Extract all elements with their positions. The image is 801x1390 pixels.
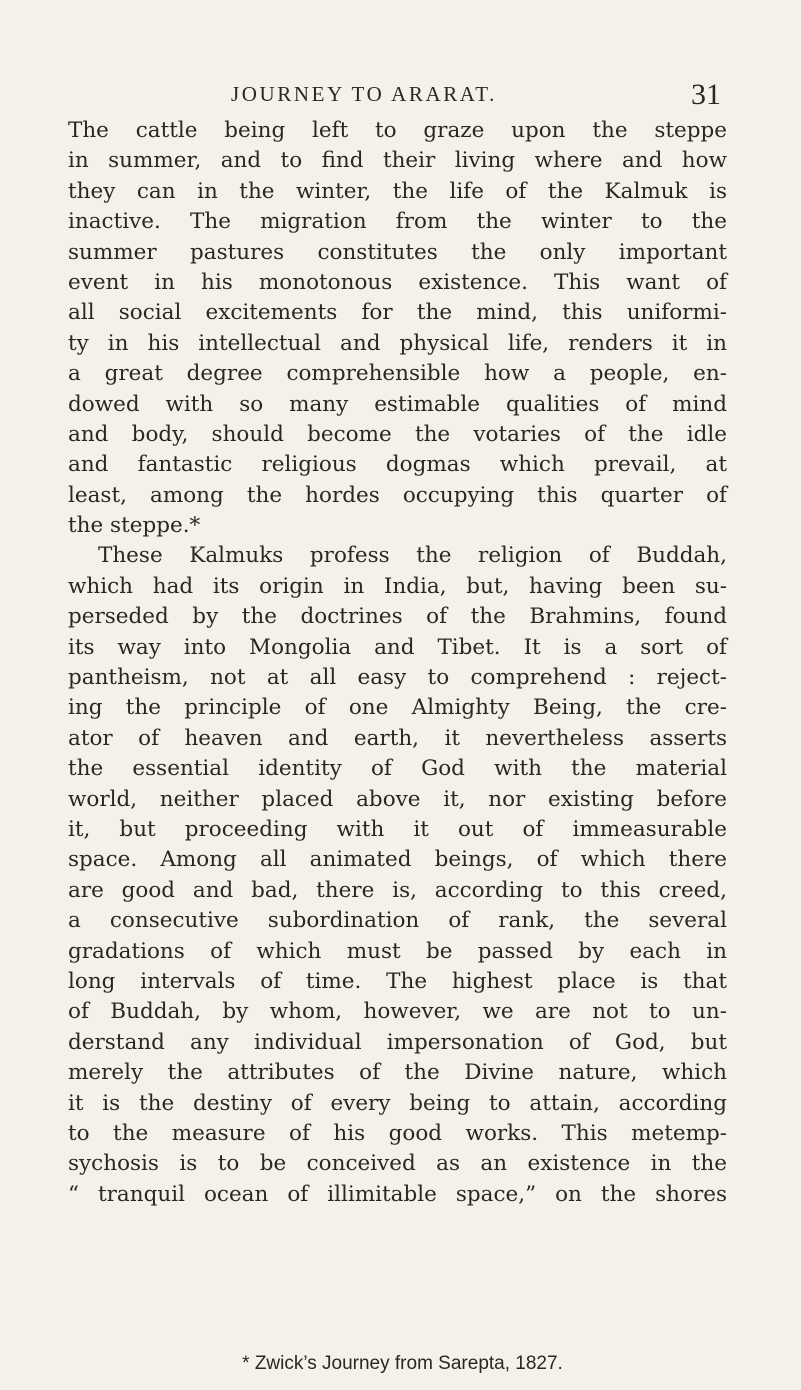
text-line: the essential identity of God with the material [68, 756, 727, 782]
text-line: ator of heaven and earth, it nevertheless asserts [68, 725, 727, 751]
page-header [231, 78, 721, 114]
text-line: “ tranquil ocean of illimitable space,” on the shores [68, 1181, 727, 1207]
body-text [68, 116, 727, 1210]
text-line: all social excitements for the mind, this uniformi- [68, 300, 727, 326]
page-number: 31 [691, 78, 721, 111]
running-title: JOURNEY TO ARARAT. [231, 82, 497, 106]
text-line: space. Among all animated beings, of which there [68, 847, 727, 873]
text-line: it is the destiny of every being to attain, according [68, 1090, 727, 1116]
text-line: a consecutive subordination of rank, the several [68, 908, 727, 934]
text-line: inactive. The migration from the winter to the [68, 209, 727, 235]
footnote: * Zwick’s Journey from Sarepta, 1827. [242, 1353, 563, 1374]
text-line: pantheism, not at all easy to comprehend : reject- [68, 665, 727, 691]
text-line: in summer, and to find their living where and how [68, 148, 727, 174]
text-line: sychosis is to be conceived as an existence in the [68, 1151, 727, 1177]
text-line: The cattle being left to graze upon the steppe [68, 118, 727, 143]
text-line: to the measure of his good works. This metemp- [68, 1120, 727, 1146]
text-line: least, among the hordes occupying this quarter of [68, 482, 727, 508]
text-line: dowed with so many estimable qualities of mind [68, 391, 727, 417]
text-line: derstand any individual impersonation of God, but [68, 1029, 727, 1055]
text-line: of Buddah, by whom, however, we are not to un- [68, 999, 727, 1025]
text-line: and body, should become the votaries of the idle [68, 421, 727, 447]
text-line: are good and bad, there is, according to this creed, [68, 877, 727, 903]
text-line: its way into Mongolia and Tibet. It is a sort of [68, 634, 727, 660]
text-line: ing the principle of one Almighty Being, the cre- [68, 695, 727, 721]
text-line: summer pastures constitutes the only important [68, 239, 727, 265]
text-line: event in his monotonous existence. This want of [68, 269, 727, 295]
text-line: the steppe.* [68, 513, 201, 539]
text-line: and fantastic religious dogmas which prevail, at [68, 452, 727, 478]
text-line: a great degree comprehensible how a people, en- [68, 361, 727, 387]
text-line: gradations of which must be passed by each in [68, 938, 727, 964]
text-line: it, but proceeding with it out of immeasurable [68, 816, 727, 842]
text-line: world, neither placed above it, nor existing before [68, 786, 727, 812]
text-line: they can in the winter, the life of the Kalmuk is [68, 178, 727, 204]
text-line: merely the attributes of the Divine nature, which [68, 1060, 727, 1086]
text-line: long intervals of time. The highest place is that [68, 968, 727, 994]
text-line: These Kalmuks profess the religion of Buddah, [98, 543, 727, 569]
text-line: ty in his intellectual and physical life, renders it in [68, 330, 727, 356]
text-line: perseded by the doctrines of the Brahmins, found [68, 604, 727, 630]
text-line: which had its origin in India, but, having been su- [68, 573, 727, 599]
